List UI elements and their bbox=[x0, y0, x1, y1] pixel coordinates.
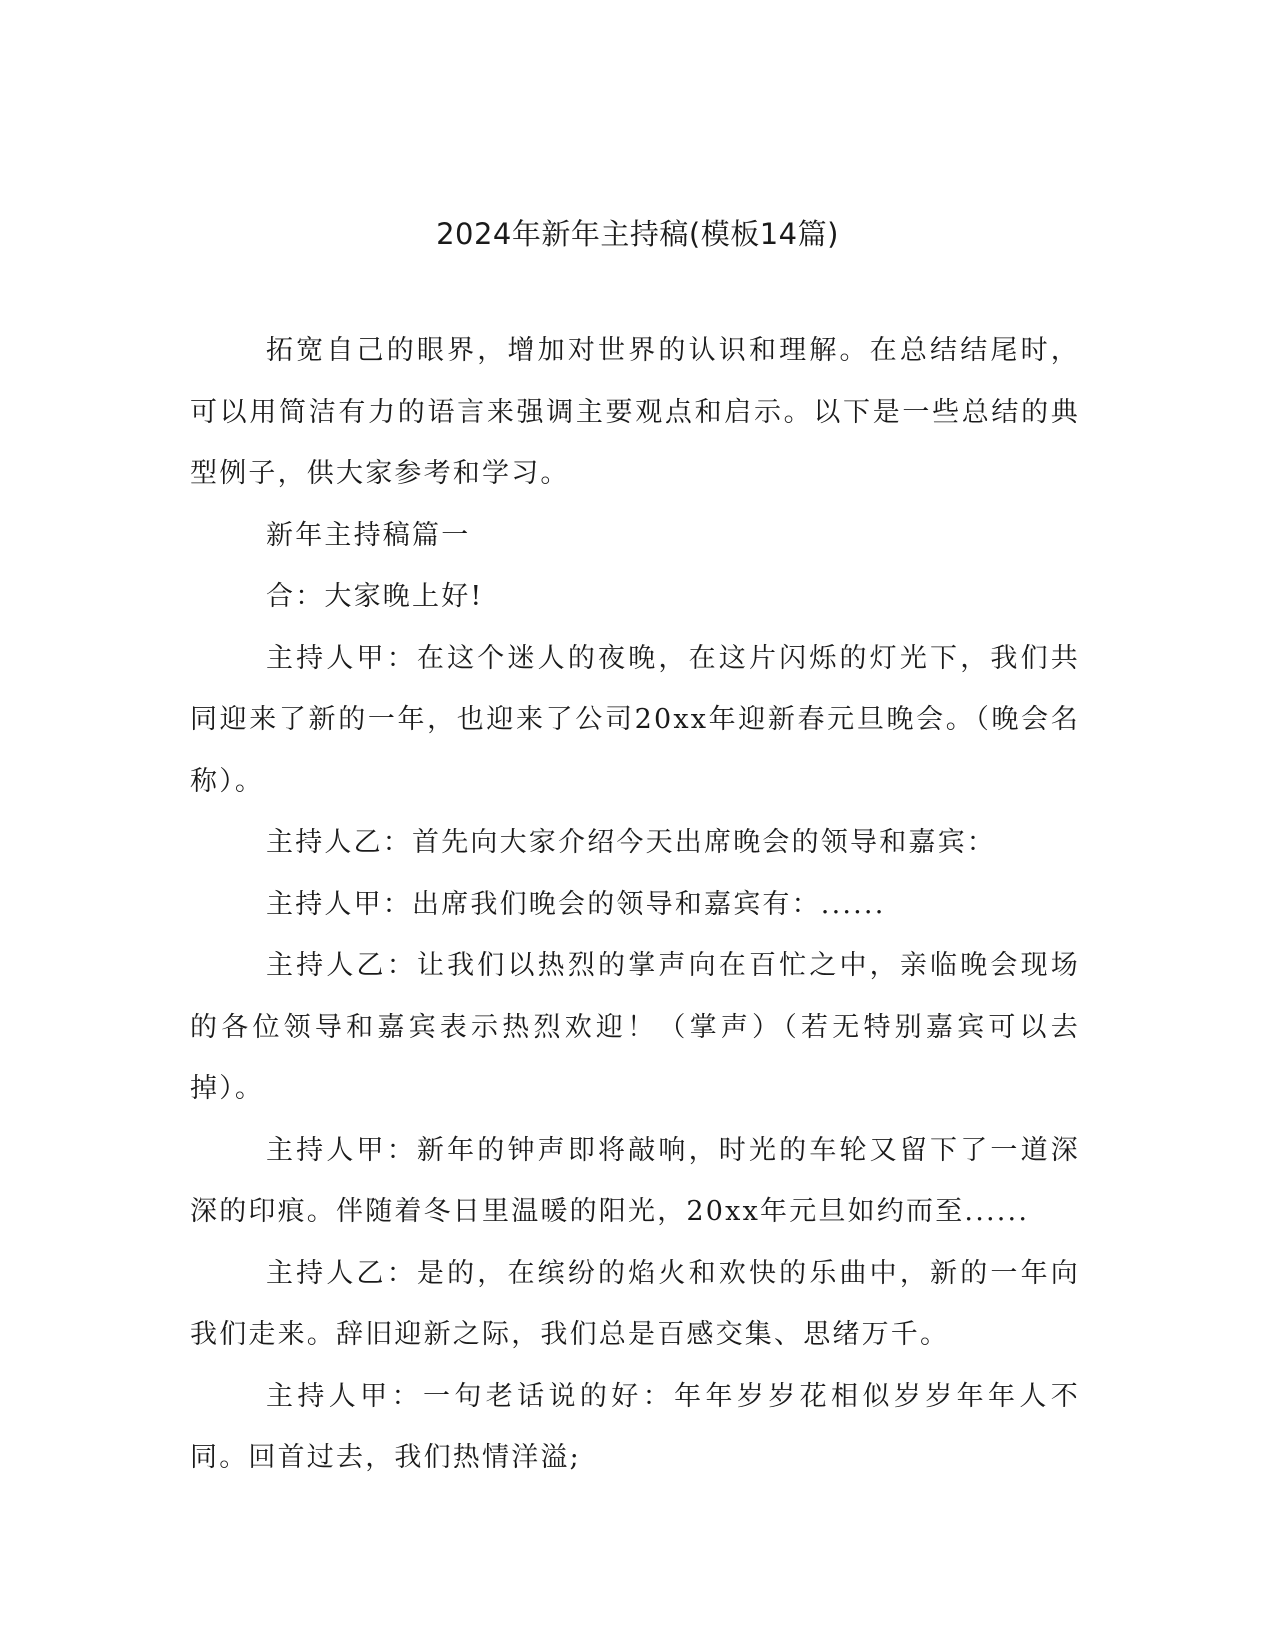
paragraph: 主持人乙：首先向大家介绍今天出席晚会的领导和嘉宾： bbox=[266, 827, 996, 858]
paragraph: 主持人甲：一句老话说的好：年年岁岁花相似岁岁年年人不同。回首过去，我们热情洋溢; bbox=[190, 1380, 1080, 1473]
paragraph: 合：大家晚上好! bbox=[266, 581, 484, 612]
section-heading: 新年主持稿篇一 bbox=[266, 519, 471, 551]
paragraph: 主持人甲：出席我们晚会的领导和嘉宾有：...... bbox=[266, 888, 886, 920]
document-body bbox=[190, 320, 1080, 1489]
paragraph: 主持人乙：让我们以热烈的掌声向在百忙之中，亲临晚会现场的各位领导和嘉宾表示热烈欢迎！（掌声）（若无特别嘉宾可以去掉）。 bbox=[190, 950, 1080, 1104]
document-title: 2024年新年主持稿(模板14篇) bbox=[436, 217, 839, 251]
paragraph: 主持人乙：是的，在缤纷的焰火和欢快的乐曲中，新的一年向我们走来。辞旧迎新之际，我们总是百感交集、思绪万千。 bbox=[190, 1257, 1080, 1350]
paragraph-intro: 拓宽自己的眼界，增加对世界的认识和理解。在总结结尾时，可以用简洁有力的语言来强调主要观点和启示。以下是一些总结的典型例子，供大家参考和学习。 bbox=[190, 335, 1080, 489]
paragraph: 主持人甲：在这个迷人的夜晚，在这片闪烁的灯光下，我们共同迎来了新的一年，也迎来了公司20xx年迎新春元旦晚会。（晚会名称）。 bbox=[190, 642, 1080, 797]
paragraph: 主持人甲：新年的钟声即将敲响，时光的车轮又留下了一道深深的印痕。伴随着冬日里温暖的阳光，20xx年元旦如约而至...... bbox=[190, 1134, 1080, 1227]
